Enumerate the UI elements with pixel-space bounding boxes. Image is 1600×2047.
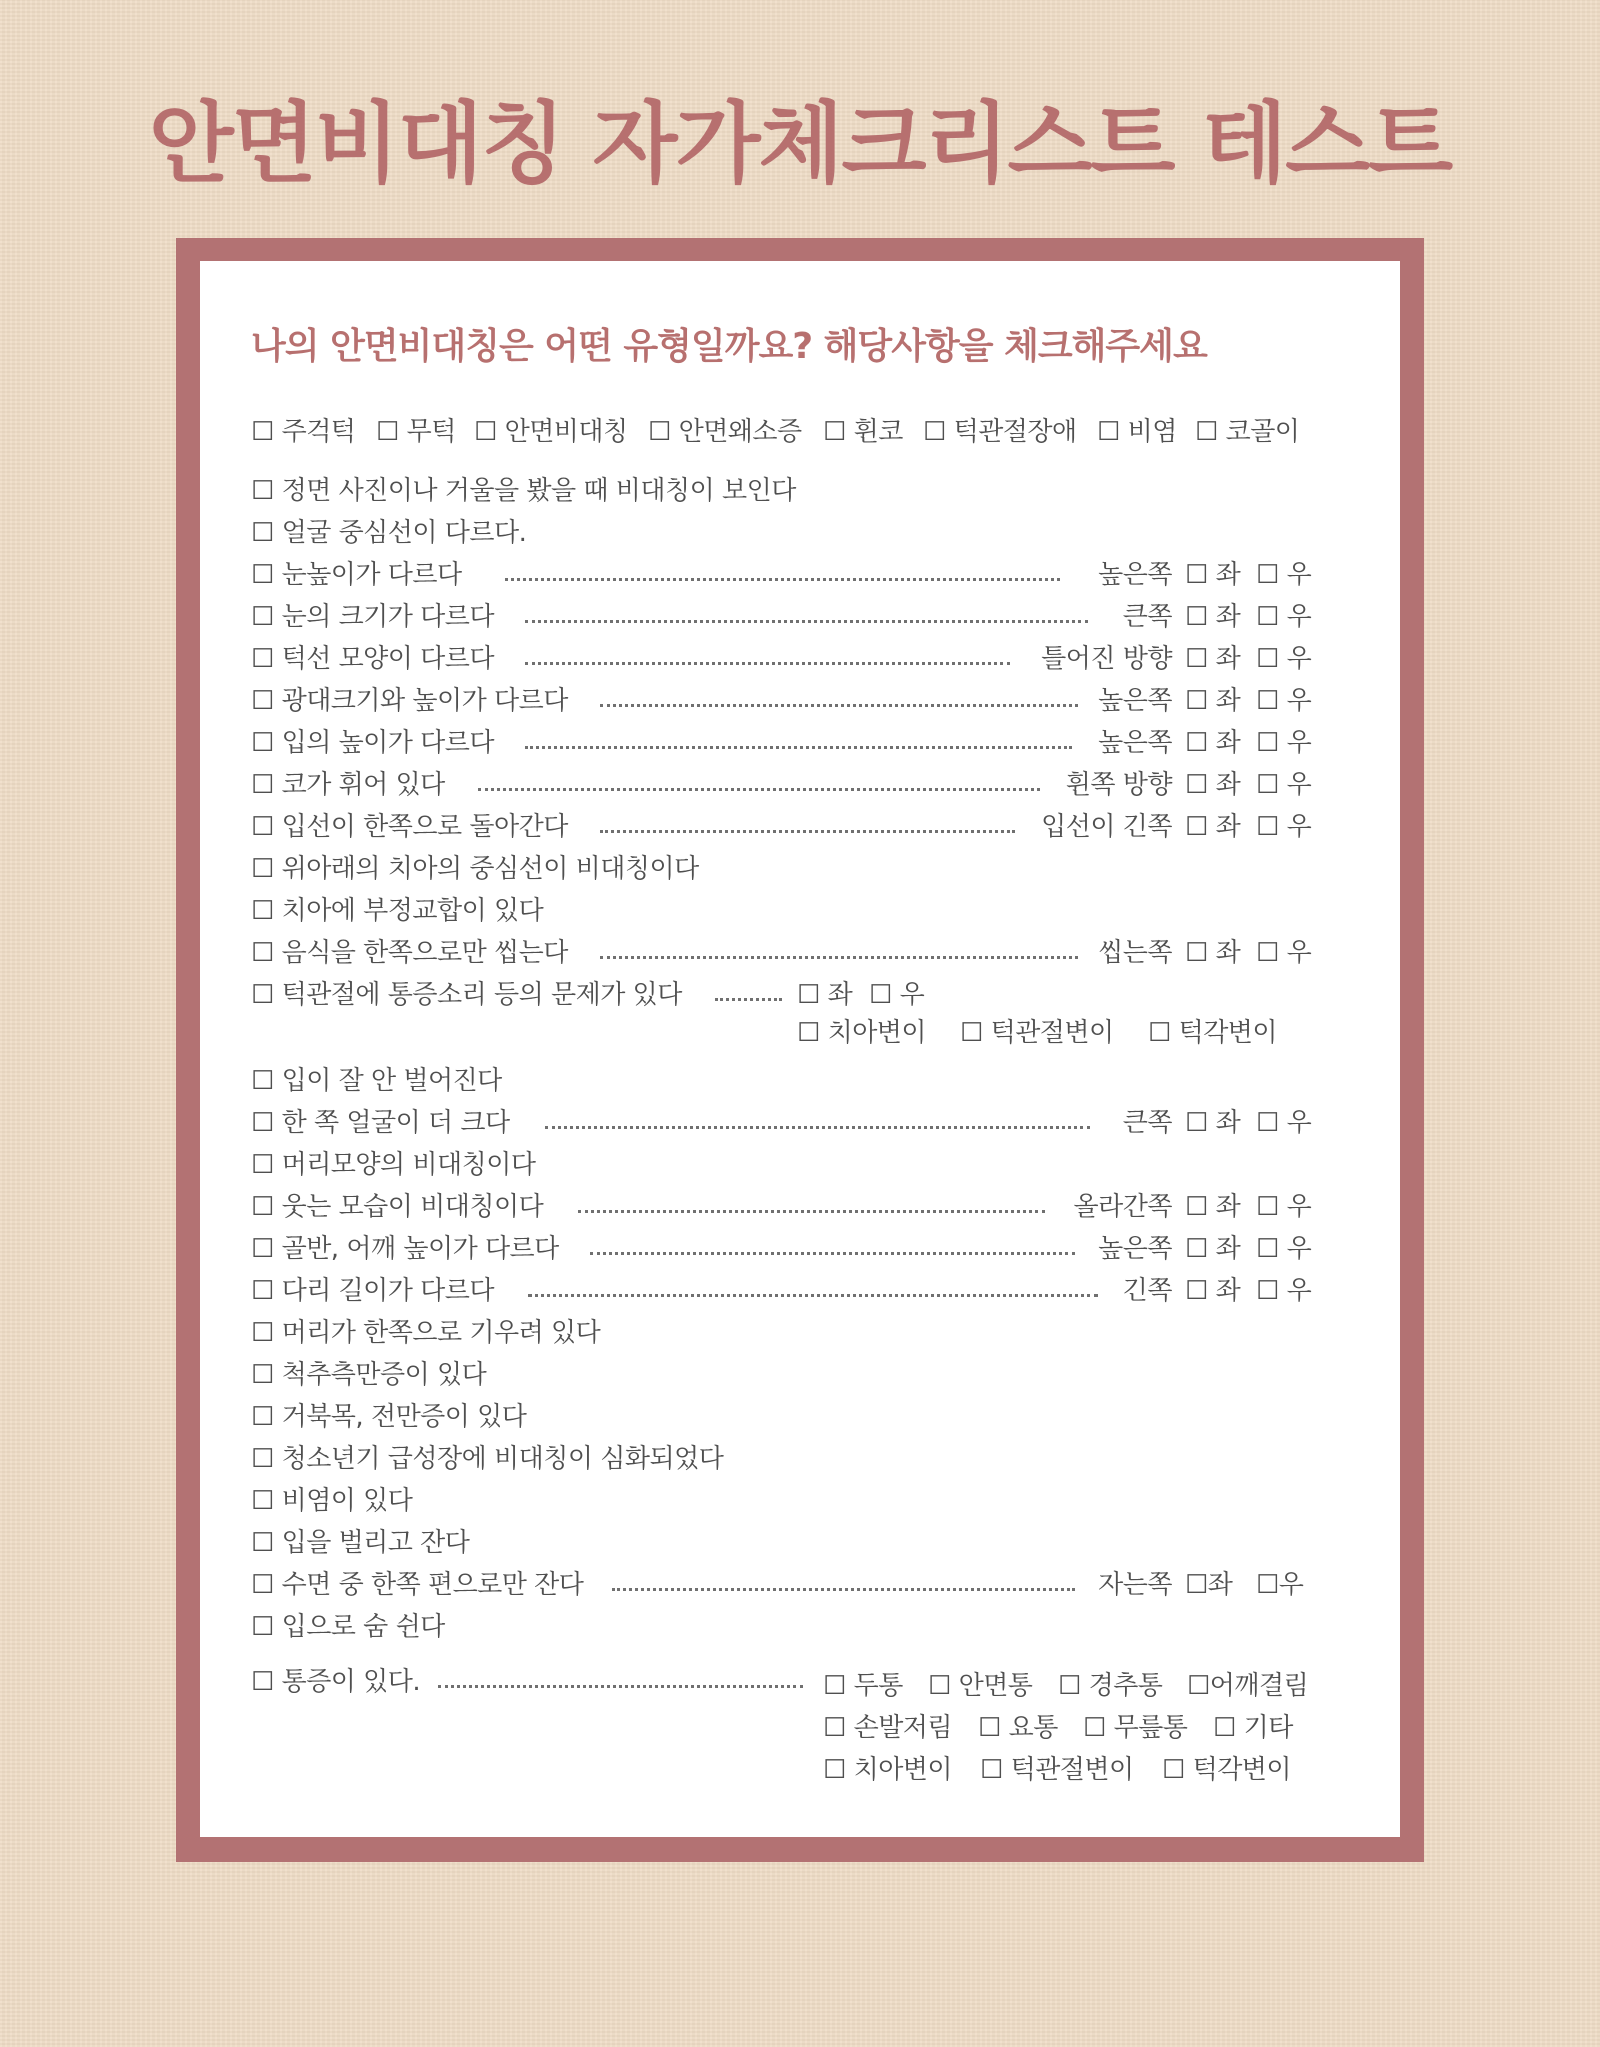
dotted-leader bbox=[438, 1685, 803, 1688]
type-checkbox[interactable]: ☐ 안면왜소증 bbox=[648, 417, 802, 447]
side-label: 높은쪽 bbox=[1098, 686, 1172, 716]
dotted-leader bbox=[600, 704, 1078, 707]
dotted-leader bbox=[590, 1252, 1075, 1255]
checklist-item[interactable]: ☐ 입의 높이가 다르다 bbox=[251, 728, 495, 758]
checklist-item[interactable]: ☐ 입이 잘 안 벌어진다 bbox=[251, 1066, 502, 1096]
side-label: 큰쪽 bbox=[1122, 1108, 1172, 1138]
left-checkbox[interactable]: ☐ 좌 bbox=[1185, 560, 1241, 590]
side-label: 틀어진 방향 bbox=[1041, 644, 1172, 674]
type-checkbox[interactable]: ☐ 비염 bbox=[1097, 417, 1177, 447]
pain-option[interactable]: ☐ 두통 bbox=[823, 1671, 903, 1701]
dotted-leader bbox=[612, 1588, 1075, 1591]
pain-option[interactable]: ☐ 경추통 bbox=[1058, 1671, 1163, 1701]
checklist-item[interactable]: ☐ 다리 길이가 다르다 bbox=[251, 1276, 495, 1306]
pain-option[interactable]: ☐ 턱관절변이 bbox=[980, 1755, 1134, 1785]
checklist-item[interactable]: ☐ 비염이 있다 bbox=[251, 1486, 413, 1516]
pain-option[interactable]: ☐ 턱각변이 bbox=[1162, 1755, 1292, 1785]
pain-option[interactable]: ☐ 안면통 bbox=[928, 1671, 1033, 1701]
side-label: 큰쪽 bbox=[1122, 602, 1172, 632]
dotted-leader bbox=[478, 788, 1040, 791]
right-checkbox[interactable]: ☐ 우 bbox=[1256, 602, 1312, 632]
left-checkbox[interactable]: ☐ 좌 bbox=[1185, 644, 1241, 674]
pain-option[interactable]: ☐ 무릎통 bbox=[1083, 1713, 1188, 1743]
left-checkbox[interactable]: ☐ 좌 bbox=[1185, 1192, 1241, 1222]
checklist-item-pain[interactable]: ☐ 통증이 있다. bbox=[251, 1667, 421, 1697]
checklist-item[interactable]: ☐ 코가 휘어 있다 bbox=[251, 770, 445, 800]
side-label: 휜쪽 방향 bbox=[1065, 770, 1172, 800]
left-checkbox[interactable]: ☐ 좌 bbox=[1185, 686, 1241, 716]
left-checkbox[interactable]: ☐ 좌 bbox=[1185, 1108, 1241, 1138]
right-checkbox[interactable]: ☐ 우 bbox=[1256, 644, 1312, 674]
right-checkbox[interactable]: ☐ 우 bbox=[1256, 686, 1312, 716]
checklist-subtitle: 나의 안면비대칭은 어떤 유형일까요? 해당사항을 체크해주세요 bbox=[251, 326, 1207, 367]
side-label: 높은쪽 bbox=[1098, 728, 1172, 758]
checklist-item[interactable]: ☐ 광대크기와 높이가 다르다 bbox=[251, 686, 568, 716]
side-label: 높은쪽 bbox=[1098, 560, 1172, 590]
type-checkbox[interactable]: ☐ 무턱 bbox=[376, 417, 456, 447]
checklist-item[interactable]: ☐ 음식을 한쪽으로만 씹는다 bbox=[251, 938, 568, 968]
left-checkbox[interactable]: ☐ 좌 bbox=[1185, 602, 1241, 632]
left-checkbox[interactable]: ☐ 좌 bbox=[1185, 1276, 1241, 1306]
side-label: 올라간쪽 bbox=[1073, 1192, 1172, 1222]
checklist-item[interactable]: ☐ 눈높이가 다르다 bbox=[251, 560, 462, 590]
type-checkbox[interactable]: ☐ 코골이 bbox=[1195, 417, 1300, 447]
pain-option[interactable]: ☐어깨결림 bbox=[1187, 1671, 1309, 1701]
side-label: 씹는쪽 bbox=[1098, 938, 1172, 968]
right-checkbox[interactable]: ☐ 우 bbox=[1256, 812, 1312, 842]
checklist-item[interactable]: ☐ 웃는 모습이 비대칭이다 bbox=[251, 1192, 544, 1222]
checklist-item[interactable]: ☐ 턱선 모양이 다르다 bbox=[251, 644, 495, 674]
dotted-leader bbox=[600, 956, 1078, 959]
left-checkbox[interactable]: ☐ 좌 bbox=[797, 980, 853, 1010]
type-checkbox[interactable]: ☐ 주걱턱 bbox=[251, 417, 356, 447]
checklist-item[interactable]: ☐ 위아래의 치아의 중심선이 비대칭이다 bbox=[251, 854, 699, 884]
side-label: 긴쪽 bbox=[1122, 1276, 1172, 1306]
right-checkbox[interactable]: ☐ 우 bbox=[1256, 1276, 1312, 1306]
pain-option[interactable]: ☐ 치아변이 bbox=[823, 1755, 953, 1785]
dotted-leader bbox=[525, 746, 1072, 749]
page-title: 안면비대칭 자가체크리스트 테스트 bbox=[148, 92, 1452, 195]
checklist-item[interactable]: ☐ 턱관절에 통증소리 등의 문제가 있다 bbox=[251, 980, 682, 1010]
left-checkbox[interactable]: ☐ 좌 bbox=[1185, 770, 1241, 800]
left-checkbox[interactable]: ☐ 좌 bbox=[1185, 728, 1241, 758]
left-checkbox[interactable]: ☐좌 bbox=[1185, 1570, 1233, 1600]
side-label: 입선이 긴쪽 bbox=[1041, 812, 1172, 842]
dotted-leader bbox=[578, 1210, 1045, 1213]
left-checkbox[interactable]: ☐ 좌 bbox=[1185, 938, 1241, 968]
checklist-item[interactable]: ☐ 청소년기 급성장에 비대칭이 심화되었다 bbox=[251, 1444, 724, 1474]
type-checkbox[interactable]: ☐ 안면비대칭 bbox=[474, 417, 628, 447]
tmj-sub-option[interactable]: ☐ 턱관절변이 bbox=[960, 1018, 1114, 1048]
checklist-item[interactable]: ☐ 골반, 어깨 높이가 다르다 bbox=[251, 1234, 559, 1264]
checklist-item[interactable]: ☐ 입을 벌리고 잔다 bbox=[251, 1528, 470, 1558]
dotted-leader bbox=[528, 1294, 1098, 1297]
right-checkbox[interactable]: ☐우 bbox=[1256, 1570, 1304, 1600]
tmj-sub-option[interactable]: ☐ 턱각변이 bbox=[1148, 1018, 1278, 1048]
right-checkbox[interactable]: ☐ 우 bbox=[1256, 770, 1312, 800]
checklist-item[interactable]: ☐ 얼굴 중심선이 다르다. bbox=[251, 518, 527, 548]
dotted-leader bbox=[525, 620, 1088, 623]
left-checkbox[interactable]: ☐ 좌 bbox=[1185, 812, 1241, 842]
pain-option[interactable]: ☐ 기타 bbox=[1213, 1713, 1293, 1743]
checklist-item[interactable]: ☐ 입으로 숨 쉰다 bbox=[251, 1612, 445, 1642]
right-checkbox[interactable]: ☐ 우 bbox=[1256, 1234, 1312, 1264]
dotted-leader bbox=[525, 662, 1010, 665]
right-checkbox[interactable]: ☐ 우 bbox=[1256, 1192, 1312, 1222]
right-checkbox[interactable]: ☐ 우 bbox=[869, 980, 925, 1010]
left-checkbox[interactable]: ☐ 좌 bbox=[1185, 1234, 1241, 1264]
side-label: 높은쪽 bbox=[1098, 1234, 1172, 1264]
right-checkbox[interactable]: ☐ 우 bbox=[1256, 728, 1312, 758]
tmj-sub-option[interactable]: ☐ 치아변이 bbox=[797, 1018, 927, 1048]
dotted-leader bbox=[715, 998, 782, 1001]
checklist-item[interactable]: ☐ 정면 사진이나 거울을 봤을 때 비대칭이 보인다 bbox=[251, 476, 796, 506]
checklist-item[interactable]: ☐ 머리모양의 비대칭이다 bbox=[251, 1150, 536, 1180]
dotted-leader bbox=[545, 1126, 1090, 1129]
dotted-leader bbox=[505, 578, 1060, 581]
checklist-item[interactable]: ☐ 머리가 한쪽으로 기우려 있다 bbox=[251, 1318, 601, 1348]
type-checkbox[interactable]: ☐ 휜코 bbox=[823, 417, 903, 447]
right-checkbox[interactable]: ☐ 우 bbox=[1256, 1108, 1312, 1138]
side-label: 자는쪽 bbox=[1098, 1570, 1172, 1600]
checklist-item[interactable]: ☐ 눈의 크기가 다르다 bbox=[251, 602, 495, 632]
checklist-item[interactable]: ☐ 한 쪽 얼굴이 더 크다 bbox=[251, 1108, 510, 1138]
dotted-leader bbox=[600, 830, 1015, 833]
checklist-item[interactable]: ☐ 치아에 부정교합이 있다 bbox=[251, 896, 544, 926]
checklist-item[interactable]: ☐ 입선이 한쪽으로 돌아간다 bbox=[251, 812, 568, 842]
pain-option[interactable]: ☐ 손발저림 bbox=[823, 1713, 953, 1743]
pain-option[interactable]: ☐ 요통 bbox=[978, 1713, 1058, 1743]
checklist-item[interactable]: ☐ 거북목, 전만증이 있다 bbox=[251, 1402, 527, 1432]
right-checkbox[interactable]: ☐ 우 bbox=[1256, 938, 1312, 968]
checklist-item[interactable]: ☐ 수면 중 한쪽 편으로만 잔다 bbox=[251, 1570, 584, 1600]
right-checkbox[interactable]: ☐ 우 bbox=[1256, 560, 1312, 590]
checklist-item[interactable]: ☐ 척추측만증이 있다 bbox=[251, 1360, 487, 1390]
type-checkbox[interactable]: ☐ 턱관절장애 bbox=[923, 417, 1077, 447]
